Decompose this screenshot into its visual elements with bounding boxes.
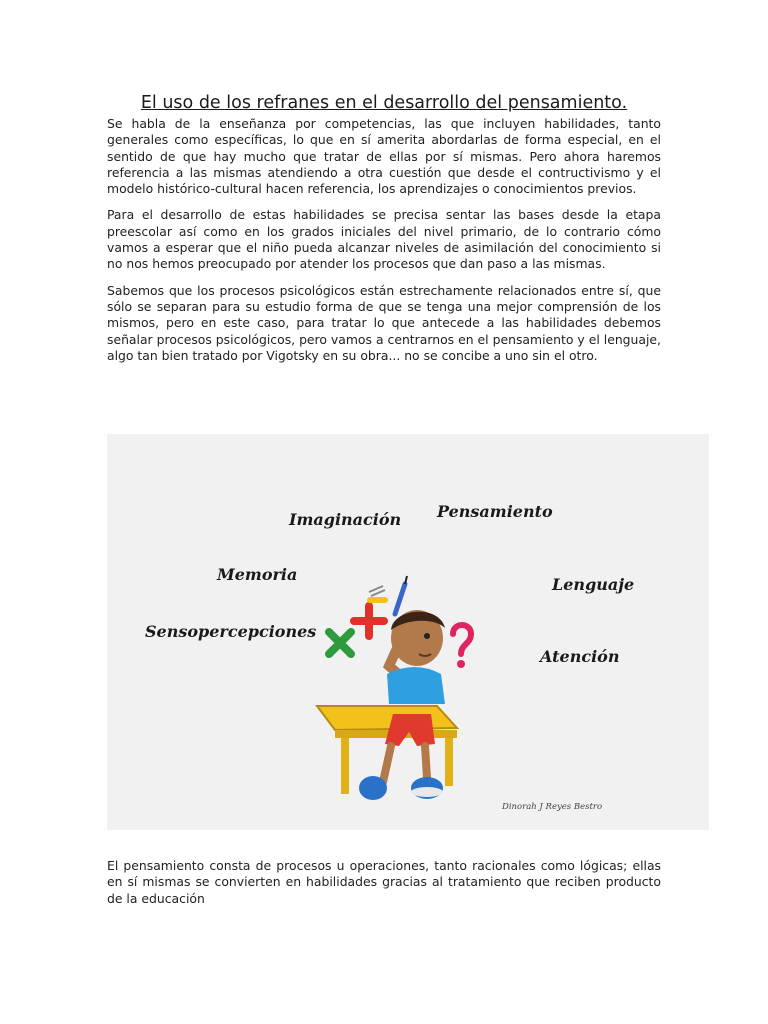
closing-section [107,858,661,917]
label-memoria: Memoria [217,565,298,584]
paragraph-3: Sabemos que los procesos psicológicos están estrechamente relacionados entre sí, que sólo se separan para su estudio forma de que se tenga una mejor comprensión de los mismos, pero en este caso, para tratar lo que antecede a las habilidades debemos señalar procesos psicológicos, pero vamos a centrarnos en el pensamiento y el lenguaje, algo tan bien tratado por Vigotsky en su obra... no se concibe a uno sin el otro. [107,282,661,363]
times-icon [329,632,351,654]
paragraph-4: El pensamiento consta de procesos u operaciones, tanto racionales como lógicas; ellas en sí mismas se convierten en habilidades gracias al tratamiento que reciben producto de la educación [107,858,661,906]
concept-illustration [107,434,709,830]
pencil-icon [395,576,407,614]
plus-icon [354,606,384,636]
document-title: El uso de los refranes en el desarrollo del pensamiento. [140,93,628,113]
document-body [107,92,661,374]
divide-icon [369,586,385,596]
label-sensopercepciones: Sensopercepciones [145,622,317,641]
artist-signature: Dinorah J Reyes Bestro [502,802,603,812]
label-atencion: Atención [540,647,620,666]
question-mark-icon [453,625,471,668]
label-imaginacion: Imaginación [289,510,402,529]
paragraph-1: Se habla de la enseñanza por competencias, las que incluyen habilidades, tanto generales como específicas, lo que en sí amerita abordarlas de forma especial, en el sentido de que hay mucho que tratar de ellas por sí mismas. Pero ahora haremos referencia a las mismas atendiendo a otra cuestión que desde el contructivismo y el modelo histórico-cultural hacen referencia, los aprendizajes o conocimientos previos. [107,116,661,197]
thinking-child-illustration [307,574,477,804]
paragraph-2: Para el desarrollo de estas habilidades se precisa sentar las bases desde la etapa preescolar así como en los grados iniciales del nivel primario, de lo contrario cómo vamos a esperar que el niño pueda alcanzar niveles de asimilación del conocimiento si no nos hemos preocupado por atender los procesos que dan paso a las mismas. [107,207,661,272]
label-lenguaje: Lenguaje [552,575,635,594]
label-pensamiento: Pensamiento [437,502,553,521]
